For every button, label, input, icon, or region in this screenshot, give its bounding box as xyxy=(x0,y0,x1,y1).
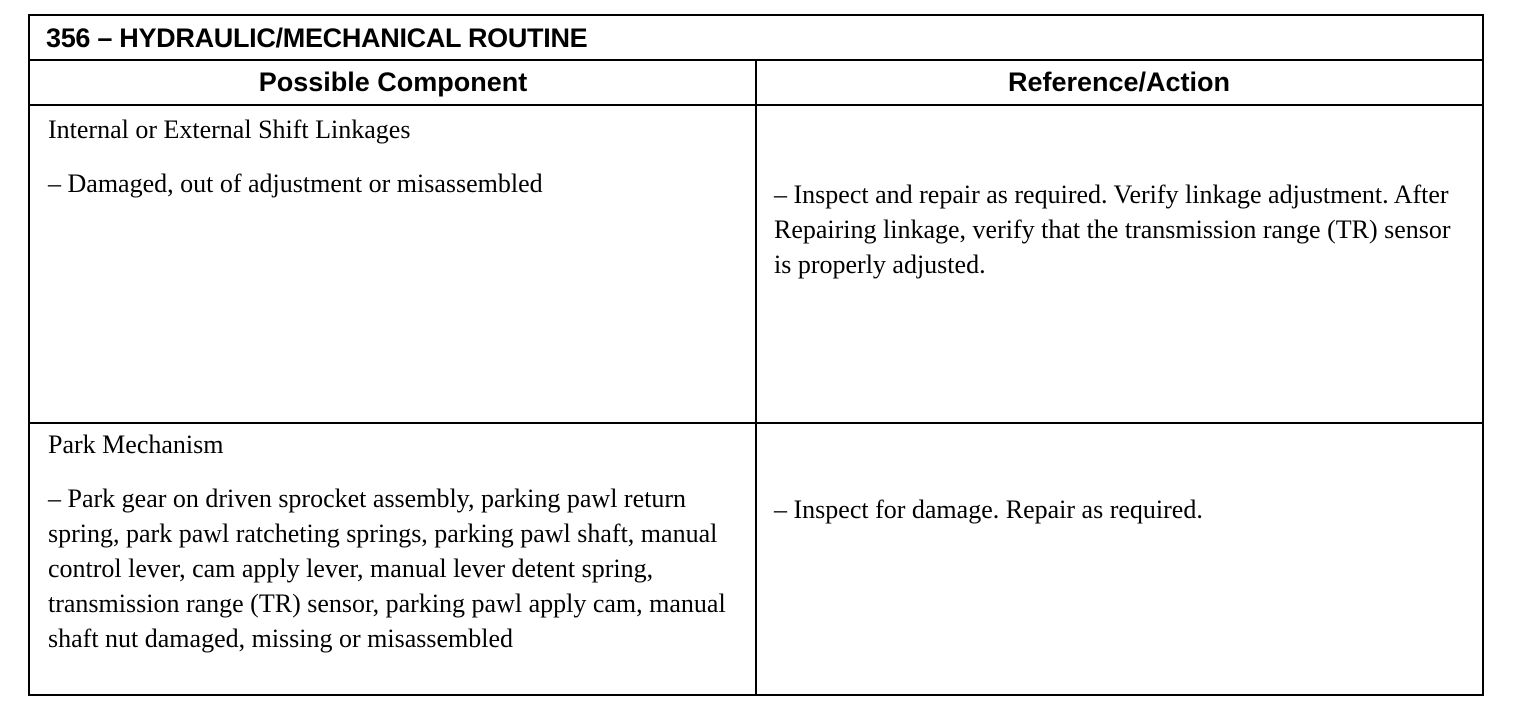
row-1-component-cell xyxy=(48,112,748,201)
column-divider xyxy=(755,61,757,694)
row-2-component-cell xyxy=(48,427,748,656)
row-1-action-text: – Inspect and repair as required. Verify linkage adjustment. After Repairing linkage, verify that the transmission range (TR) sensor is properly adjusted. xyxy=(774,180,1451,279)
header-reference-action: Reference/Action xyxy=(1007,67,1231,97)
row-2-component-title: Park Mechanism xyxy=(48,430,224,459)
row-2-action-cell xyxy=(774,492,1464,527)
row-2-component-detail: – Park gear on driven sprocket assembly, parking pawl return spring, park pawl ratcheting springs, parking pawl shaft, manual control lever, cam apply lever, manual lever detent spring, transmission range (TR) sensor, parking pawl apply cam, manual shaft nut damaged, missing or misassembled xyxy=(48,484,726,653)
header-possible-component: Possible Component xyxy=(258,67,528,97)
row-2-action-text: – Inspect for damage. Repair as required. xyxy=(774,495,1203,524)
row-divider xyxy=(30,422,1482,424)
row-1-action-cell xyxy=(774,177,1464,282)
diagnostic-table xyxy=(28,14,1484,696)
row-1-component-detail: – Damaged, out of adjustment or misassembled xyxy=(48,169,543,198)
table-title: 356 – HYDRAULIC/MECHANICAL ROUTINE xyxy=(30,16,1482,61)
row-1-component-title: Internal or External Shift Linkages xyxy=(48,115,411,144)
